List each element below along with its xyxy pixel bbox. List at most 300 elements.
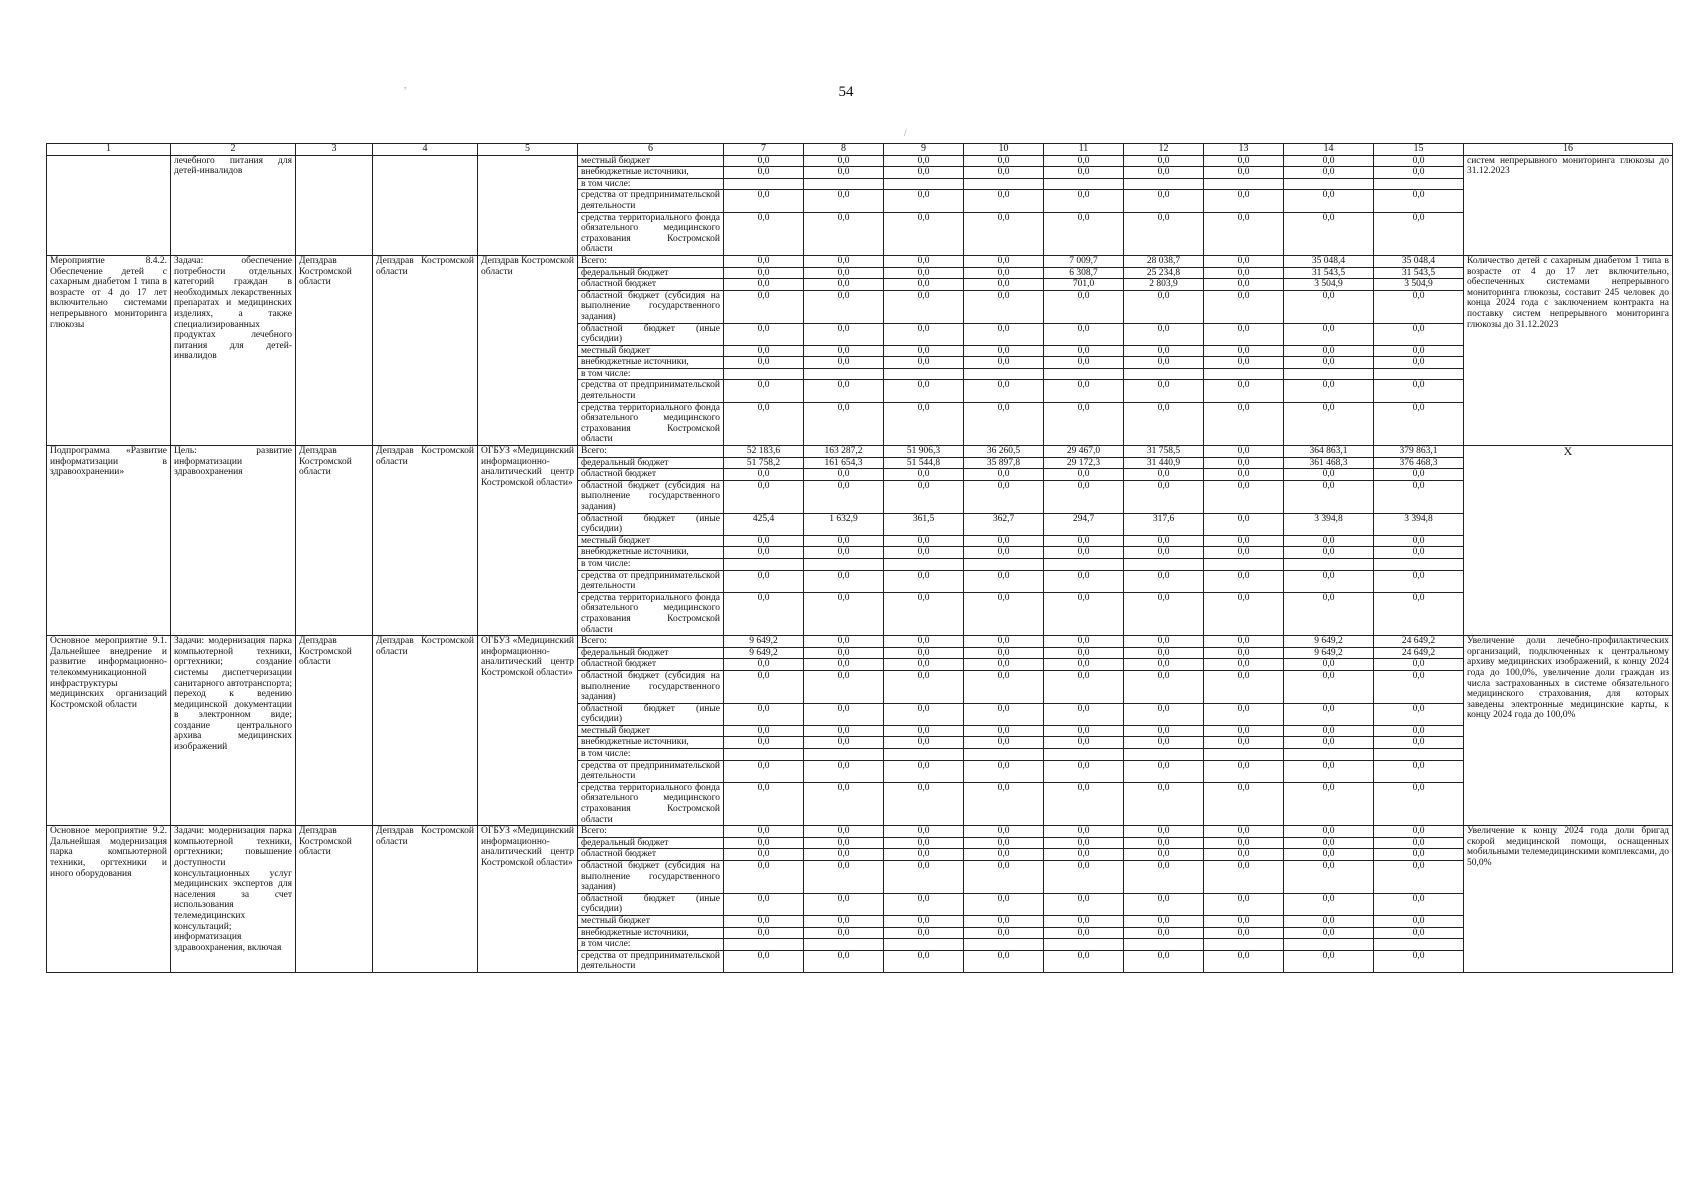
amount-cell: 0,0 — [1124, 402, 1204, 445]
amount-cell — [724, 749, 804, 761]
amount-cell: 0,0 — [804, 950, 884, 972]
block-col2: Задачи: модернизация парка компьютерной техники, оргтехники; повышение доступности консультационных услуг медицинских экспертов для населения за счет использования телемедицинских консультаций; информатизация здравоохранения, включая — [171, 826, 296, 973]
amount-cell: 0,0 — [1204, 782, 1284, 825]
amount-cell — [1204, 558, 1284, 570]
amount-cell: 0,0 — [1284, 703, 1374, 725]
amount-cell: 0,0 — [884, 570, 964, 592]
amount-cell: 0,0 — [1124, 670, 1204, 703]
amount-cell: 0,0 — [1204, 927, 1284, 939]
amount-cell: 0,0 — [964, 592, 1044, 635]
block-col4: Депздрав Костромской области — [373, 636, 478, 826]
amount-cell: 0,0 — [1284, 380, 1374, 402]
amount-cell — [1044, 939, 1124, 951]
amount-cell — [1204, 368, 1284, 380]
amount-cell: 51 758,2 — [724, 457, 804, 469]
amount-cell: 0,0 — [724, 837, 804, 849]
amount-cell: 0,0 — [1284, 323, 1374, 345]
amount-cell: 0,0 — [804, 647, 884, 659]
scan-artifact: , — [404, 80, 407, 91]
amount-cell: 0,0 — [1204, 950, 1284, 972]
amount-cell: 0,0 — [1374, 725, 1464, 737]
amount-cell: 0,0 — [884, 927, 964, 939]
funding-source-label: средства от предпринимательской деятельности — [578, 380, 724, 402]
amount-cell: 0,0 — [804, 849, 884, 861]
amount-cell: 0,0 — [1284, 927, 1374, 939]
amount-cell: 0,0 — [804, 703, 884, 725]
funding-source-label: средства территориального фонда обязательного медицинского страхования Костромской области — [578, 212, 724, 255]
amount-cell: 0,0 — [964, 190, 1044, 212]
amount-cell: 0,0 — [804, 737, 884, 749]
amount-cell: 0,0 — [1204, 323, 1284, 345]
amount-cell: 0,0 — [1044, 290, 1124, 323]
amount-cell — [1204, 749, 1284, 761]
amount-cell: 24 649,2 — [1374, 636, 1464, 648]
amount-cell — [884, 368, 964, 380]
amount-cell: 0,0 — [1204, 212, 1284, 255]
funding-source-label: федеральный бюджет — [578, 647, 724, 659]
amount-cell: 0,0 — [724, 893, 804, 915]
block-col1: Основное мероприятие 9.2. Дальнейшая модернизация парка компьютерной техники, оргтехники и иного оборудования — [47, 826, 171, 973]
amount-cell: 0,0 — [1124, 647, 1204, 659]
amount-cell: 0,0 — [1374, 703, 1464, 725]
column-number-header: 10 — [964, 144, 1044, 156]
amount-cell: 0,0 — [884, 267, 964, 279]
amount-cell: 0,0 — [964, 725, 1044, 737]
amount-cell: 0,0 — [724, 469, 804, 481]
amount-cell: 0,0 — [1284, 861, 1374, 894]
amount-cell: 0,0 — [1284, 547, 1374, 559]
amount-cell: 0,0 — [804, 402, 884, 445]
amount-cell: 0,0 — [964, 570, 1044, 592]
amount-cell: 0,0 — [1124, 950, 1204, 972]
amount-cell: 0,0 — [804, 255, 884, 267]
amount-cell: 0,0 — [1284, 570, 1374, 592]
amount-cell — [884, 749, 964, 761]
block-col4: Депздрав Костромской области — [373, 446, 478, 636]
table-header — [47, 144, 1673, 156]
amount-cell: 0,0 — [1374, 849, 1464, 861]
amount-cell: 0,0 — [1284, 915, 1374, 927]
funding-source-label: местный бюджет — [578, 915, 724, 927]
amount-cell: 0,0 — [1374, 402, 1464, 445]
amount-cell: 0,0 — [804, 279, 884, 291]
amount-cell: 0,0 — [964, 380, 1044, 402]
amount-cell: 0,0 — [1124, 592, 1204, 635]
amount-cell: 294,7 — [1044, 513, 1124, 535]
amount-cell: 425,4 — [724, 513, 804, 535]
amount-cell: 0,0 — [724, 670, 804, 703]
amount-cell: 0,0 — [1204, 647, 1284, 659]
amount-cell: 0,0 — [884, 167, 964, 179]
funding-source-label: внебюджетные источники, — [578, 547, 724, 559]
amount-cell: 0,0 — [724, 290, 804, 323]
amount-cell: 0,0 — [1204, 267, 1284, 279]
funding-source-label: областной бюджет (иные субсидии) — [578, 513, 724, 535]
amount-cell: 0,0 — [1284, 737, 1374, 749]
amount-cell: 0,0 — [964, 357, 1044, 369]
funding-source-label: средства от предпринимательской деятельности — [578, 570, 724, 592]
amount-cell: 0,0 — [964, 782, 1044, 825]
amount-cell: 0,0 — [1044, 402, 1124, 445]
column-number-header: 3 — [296, 144, 373, 156]
funding-source-label: средства территориального фонда обязательного медицинского страхования Костромской области — [578, 782, 724, 825]
amount-cell: 0,0 — [1124, 893, 1204, 915]
amount-cell: 0,0 — [724, 659, 804, 671]
amount-cell: 0,0 — [884, 703, 964, 725]
amount-cell: 0,0 — [1284, 345, 1374, 357]
amount-cell: 0,0 — [964, 950, 1044, 972]
amount-cell: 0,0 — [804, 861, 884, 894]
amount-cell: 0,0 — [1204, 290, 1284, 323]
amount-cell: 0,0 — [964, 535, 1044, 547]
amount-cell: 0,0 — [1124, 826, 1204, 838]
funding-source-label: в том числе: — [578, 178, 724, 190]
amount-cell: 0,0 — [1124, 547, 1204, 559]
amount-cell: 0,0 — [724, 915, 804, 927]
amount-cell: 0,0 — [884, 670, 964, 703]
amount-cell: 0,0 — [1124, 861, 1204, 894]
amount-cell — [1374, 939, 1464, 951]
amount-cell: 0,0 — [1044, 535, 1124, 547]
amount-cell: 0,0 — [964, 290, 1044, 323]
amount-cell: 0,0 — [884, 737, 964, 749]
amount-cell — [804, 749, 884, 761]
amount-cell: 31 440,9 — [1124, 457, 1204, 469]
amount-cell — [724, 558, 804, 570]
amount-cell — [964, 939, 1044, 951]
amount-cell — [1124, 749, 1204, 761]
amount-cell: 0,0 — [1124, 782, 1204, 825]
amount-cell: 0,0 — [1204, 703, 1284, 725]
amount-cell: 163 287,2 — [804, 446, 884, 458]
block-col1: Мероприятие 8.4.2. Обеспечение детей с сахарным диабетом 1 типа в возрасте от 4 до 17 лет включительно системами непрерывного мониторинга глюкозы — [47, 255, 171, 445]
amount-cell: 0,0 — [1204, 837, 1284, 849]
amount-cell — [1284, 558, 1374, 570]
amount-cell — [724, 939, 804, 951]
amount-cell: 0,0 — [1044, 725, 1124, 737]
amount-cell: 0,0 — [884, 636, 964, 648]
amount-cell — [964, 178, 1044, 190]
amount-cell: 0,0 — [1204, 155, 1284, 167]
funding-source-label: местный бюджет — [578, 155, 724, 167]
amount-cell: 0,0 — [1204, 592, 1284, 635]
block-col2: лечебного питания для детей-инвалидов — [171, 155, 296, 255]
amount-cell: 0,0 — [1374, 570, 1464, 592]
amount-cell: 3 394,8 — [1374, 513, 1464, 535]
amount-cell: 0,0 — [1374, 760, 1464, 782]
amount-cell: 0,0 — [884, 950, 964, 972]
amount-cell: 0,0 — [1374, 480, 1464, 513]
amount-cell: 0,0 — [884, 893, 964, 915]
amount-cell: 0,0 — [1044, 190, 1124, 212]
column-number-header: 2 — [171, 144, 296, 156]
amount-cell: 0,0 — [1044, 647, 1124, 659]
amount-cell: 0,0 — [804, 760, 884, 782]
funding-source-label: областной бюджет (субсидия на выполнение государственного задания) — [578, 480, 724, 513]
block-col5: ОГБУЗ «Медицинский информационно-аналитический центр Костромской области» — [478, 446, 578, 636]
amount-cell: 3 394,8 — [1284, 513, 1374, 535]
amount-cell: 0,0 — [1204, 446, 1284, 458]
amount-cell: 0,0 — [964, 469, 1044, 481]
funding-source-label: в том числе: — [578, 939, 724, 951]
amount-cell: 0,0 — [884, 323, 964, 345]
amount-cell: 0,0 — [1124, 357, 1204, 369]
amount-cell: 0,0 — [884, 849, 964, 861]
amount-cell: 0,0 — [1204, 513, 1284, 535]
scan-artifact: / — [904, 128, 907, 139]
amount-cell: 7 009,7 — [1044, 255, 1124, 267]
amount-cell: 1 632,9 — [804, 513, 884, 535]
amount-cell: 0,0 — [804, 837, 884, 849]
amount-cell: 0,0 — [964, 212, 1044, 255]
amount-cell: 0,0 — [804, 592, 884, 635]
amount-cell: 0,0 — [724, 737, 804, 749]
amount-cell — [1284, 749, 1374, 761]
amount-cell: 0,0 — [1284, 659, 1374, 671]
amount-cell: 0,0 — [1374, 950, 1464, 972]
amount-cell: 0,0 — [1044, 950, 1124, 972]
amount-cell: 24 649,2 — [1374, 647, 1464, 659]
amount-cell: 0,0 — [1284, 782, 1374, 825]
amount-cell: 0,0 — [724, 826, 804, 838]
block-col4 — [373, 155, 478, 255]
funding-source-label: средства от предпринимательской деятельности — [578, 950, 724, 972]
amount-cell — [724, 178, 804, 190]
funding-source-label: внебюджетные источники, — [578, 737, 724, 749]
amount-cell: 0,0 — [724, 927, 804, 939]
amount-cell: 0,0 — [884, 535, 964, 547]
column-number-header: 16 — [1464, 144, 1673, 156]
amount-cell: 29 467,0 — [1044, 446, 1124, 458]
amount-cell: 0,0 — [884, 915, 964, 927]
amount-cell: 0,0 — [1044, 659, 1124, 671]
amount-cell — [1284, 178, 1374, 190]
amount-cell: 0,0 — [964, 826, 1044, 838]
amount-cell — [1044, 558, 1124, 570]
amount-cell: 0,0 — [1374, 659, 1464, 671]
amount-cell: 35 048,4 — [1374, 255, 1464, 267]
expected-result: Количество детей с сахарным диабетом 1 типа в возрасте от 4 до 17 лет включительно, обеспеченных системами непрерывного мониторинга глюкозы, составит 245 человек до конца 2024 года с заключением контракта на поставку систем непрерывного мониторинга глюкозы до 31.12.2023 — [1464, 255, 1673, 445]
amount-cell: 0,0 — [1374, 547, 1464, 559]
funding-source-label: местный бюджет — [578, 535, 724, 547]
amount-cell: 0,0 — [884, 402, 964, 445]
amount-cell: 0,0 — [1124, 636, 1204, 648]
amount-cell: 0,0 — [1124, 570, 1204, 592]
amount-cell: 0,0 — [964, 636, 1044, 648]
amount-cell: 0,0 — [804, 915, 884, 927]
block-col4: Депздрав Костромской области — [373, 826, 478, 973]
amount-cell: 0,0 — [884, 279, 964, 291]
amount-cell: 0,0 — [1374, 893, 1464, 915]
block-col3 — [296, 155, 373, 255]
amount-cell: 0,0 — [1204, 636, 1284, 648]
amount-cell — [1374, 749, 1464, 761]
amount-cell: 0,0 — [884, 861, 964, 894]
funding-source-label: местный бюджет — [578, 725, 724, 737]
funding-source-label: Всего: — [578, 636, 724, 648]
column-number-header: 9 — [884, 144, 964, 156]
table-body — [47, 155, 1673, 972]
amount-cell: 0,0 — [1124, 703, 1204, 725]
amount-cell: 0,0 — [1284, 357, 1374, 369]
amount-cell: 0,0 — [1374, 826, 1464, 838]
amount-cell: 0,0 — [1284, 893, 1374, 915]
amount-cell: 0,0 — [964, 255, 1044, 267]
amount-cell: 0,0 — [1284, 837, 1374, 849]
amount-cell: 0,0 — [1374, 357, 1464, 369]
amount-cell: 0,0 — [1374, 737, 1464, 749]
amount-cell: 0,0 — [1124, 469, 1204, 481]
amount-cell: 0,0 — [1204, 190, 1284, 212]
amount-cell: 0,0 — [1204, 670, 1284, 703]
funding-source-label: областной бюджет (субсидия на выполнение государственного задания) — [578, 861, 724, 894]
amount-cell: 0,0 — [1124, 480, 1204, 513]
amount-cell: 0,0 — [1374, 212, 1464, 255]
amount-cell: 0,0 — [724, 861, 804, 894]
block-col1: Основное мероприятие 9.1. Дальнейшее внедрение и развитие информационно-телекоммуникационной инфраструктуры медицинских организаций Костромской области — [47, 636, 171, 826]
amount-cell — [964, 368, 1044, 380]
block-col2: Задача: обеспечение потребности отдельных категорий граждан в необходимых лекарственных препаратах и медицинских изделиях, а также специализированных продуктах лечебного питания для детей-инвалидов — [171, 255, 296, 445]
amount-cell: 0,0 — [1124, 737, 1204, 749]
amount-cell: 0,0 — [804, 636, 884, 648]
amount-cell: 0,0 — [1204, 861, 1284, 894]
amount-cell: 0,0 — [964, 647, 1044, 659]
amount-cell: 0,0 — [884, 480, 964, 513]
funding-source-label: внебюджетные источники, — [578, 357, 724, 369]
amount-cell: 0,0 — [1044, 826, 1124, 838]
amount-cell: 0,0 — [1044, 323, 1124, 345]
amount-cell — [1204, 939, 1284, 951]
amount-cell: 0,0 — [724, 849, 804, 861]
block-col5 — [478, 155, 578, 255]
amount-cell: 0,0 — [724, 703, 804, 725]
funding-source-label: областной бюджет (иные субсидии) — [578, 323, 724, 345]
amount-cell: 0,0 — [964, 167, 1044, 179]
amount-cell: 9 649,2 — [1284, 636, 1374, 648]
amount-cell: 0,0 — [1204, 255, 1284, 267]
amount-cell — [884, 178, 964, 190]
amount-cell: 0,0 — [1284, 480, 1374, 513]
amount-cell: 0,0 — [724, 547, 804, 559]
amount-cell: 0,0 — [804, 155, 884, 167]
amount-cell: 0,0 — [964, 893, 1044, 915]
amount-cell: 0,0 — [724, 155, 804, 167]
amount-cell: 0,0 — [724, 190, 804, 212]
amount-cell: 0,0 — [1124, 212, 1204, 255]
amount-cell: 0,0 — [1284, 535, 1374, 547]
amount-cell — [884, 558, 964, 570]
amount-cell: 31 543,5 — [1374, 267, 1464, 279]
amount-cell: 0,0 — [1044, 893, 1124, 915]
amount-cell: 0,0 — [1204, 480, 1284, 513]
amount-cell: 0,0 — [884, 547, 964, 559]
amount-cell: 0,0 — [884, 380, 964, 402]
amount-cell — [1284, 368, 1374, 380]
amount-cell: 0,0 — [964, 915, 1044, 927]
amount-cell: 0,0 — [804, 190, 884, 212]
amount-cell: 0,0 — [1204, 893, 1284, 915]
amount-cell: 3 504,9 — [1374, 279, 1464, 291]
amount-cell: 0,0 — [804, 267, 884, 279]
funding-source-label: Всего: — [578, 255, 724, 267]
column-number-header: 8 — [804, 144, 884, 156]
funding-source-label: Всего: — [578, 446, 724, 458]
amount-cell: 0,0 — [884, 190, 964, 212]
amount-cell: 0,0 — [964, 659, 1044, 671]
amount-cell: 0,0 — [724, 255, 804, 267]
block-col5: ОГБУЗ «Медицинский информационно-аналитический центр Костромской области» — [478, 826, 578, 973]
table-row — [47, 255, 1673, 267]
funding-source-label: областной бюджет (иные субсидии) — [578, 893, 724, 915]
expected-result: Увеличение к концу 2024 года доли бригад скорой медицинской помощи, оснащенных мобильными телемедицинскими комплексами, до 50,0% — [1464, 826, 1673, 973]
financing-table — [46, 143, 1673, 973]
amount-cell: 0,0 — [964, 345, 1044, 357]
amount-cell: 0,0 — [1374, 670, 1464, 703]
amount-cell: 0,0 — [804, 659, 884, 671]
amount-cell: 0,0 — [804, 670, 884, 703]
amount-cell: 0,0 — [724, 267, 804, 279]
amount-cell: 0,0 — [1044, 357, 1124, 369]
amount-cell: 0,0 — [1044, 547, 1124, 559]
amount-cell: 0,0 — [964, 837, 1044, 849]
amount-cell — [804, 368, 884, 380]
funding-source-label: областной бюджет (субсидия на выполнение государственного задания) — [578, 290, 724, 323]
amount-cell: 0,0 — [1204, 469, 1284, 481]
amount-cell: 0,0 — [884, 592, 964, 635]
amount-cell — [1044, 368, 1124, 380]
amount-cell: 0,0 — [964, 737, 1044, 749]
amount-cell: 0,0 — [884, 212, 964, 255]
amount-cell: 0,0 — [884, 357, 964, 369]
amount-cell: 0,0 — [884, 826, 964, 838]
amount-cell: 0,0 — [1124, 915, 1204, 927]
block-col1: Подпрограмма «Развитие информатизации в здравоохранении» — [47, 446, 171, 636]
amount-cell: 0,0 — [1374, 323, 1464, 345]
amount-cell: 0,0 — [964, 279, 1044, 291]
expected-result: Х — [1464, 446, 1673, 636]
amount-cell: 0,0 — [1044, 167, 1124, 179]
amount-cell: 0,0 — [1044, 480, 1124, 513]
amount-cell: 0,0 — [884, 647, 964, 659]
amount-cell: 0,0 — [1044, 915, 1124, 927]
table-row — [47, 826, 1673, 838]
amount-cell: 0,0 — [1044, 469, 1124, 481]
amount-cell: 0,0 — [1204, 167, 1284, 179]
table-row — [47, 446, 1673, 458]
amount-cell: 9 649,2 — [724, 636, 804, 648]
amount-cell: 0,0 — [1204, 402, 1284, 445]
amount-cell: 0,0 — [1374, 592, 1464, 635]
amount-cell: 0,0 — [1044, 670, 1124, 703]
funding-source-label: в том числе: — [578, 558, 724, 570]
amount-cell: 0,0 — [1044, 782, 1124, 825]
amount-cell: 0,0 — [1374, 535, 1464, 547]
amount-cell: 0,0 — [804, 893, 884, 915]
amount-cell: 0,0 — [884, 659, 964, 671]
amount-cell: 0,0 — [724, 535, 804, 547]
amount-cell: 0,0 — [884, 760, 964, 782]
amount-cell: 361 468,3 — [1284, 457, 1374, 469]
amount-cell: 35 048,4 — [1284, 255, 1374, 267]
amount-cell — [724, 368, 804, 380]
amount-cell: 0,0 — [1124, 760, 1204, 782]
amount-cell: 0,0 — [1124, 927, 1204, 939]
column-number-header: 15 — [1374, 144, 1464, 156]
expected-result: Увеличение доли лечебно-профилактических организаций, подключенных к центральному архиву медицинских изображений, к концу 2024 года до 100,0%, увеличение доли граждан из числа застрахованных в системе обязательного медицинского страхования, для которых заведены электронные медицинские карты, к концу 2024 года до 100,0% — [1464, 636, 1673, 826]
funding-source-label: областной бюджет — [578, 469, 724, 481]
amount-cell: 0,0 — [1044, 592, 1124, 635]
amount-cell: 28 038,7 — [1124, 255, 1204, 267]
